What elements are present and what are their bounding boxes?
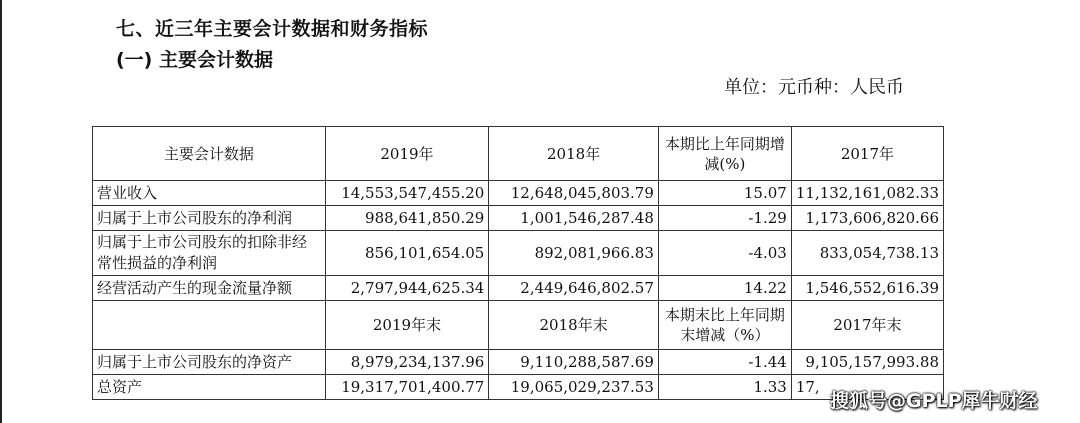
row-label: 归属于上市公司股东的扣除非经常性损益的净利润 — [93, 231, 326, 276]
header-cell: 本期比上年同期增减(%) — [658, 127, 791, 181]
header-cell — [93, 301, 326, 350]
header-cell: 2018年 — [489, 127, 659, 181]
accounting-data-table — [92, 126, 944, 400]
table-cell: 1.33 — [658, 375, 791, 400]
table-cell: 9,105,157,993.88 — [791, 350, 943, 375]
unit-note: 单位：元币种：人民币 — [724, 77, 904, 98]
table-cell: 856,101,654.05 — [325, 231, 489, 276]
table-row — [93, 276, 944, 301]
table-cell: 1,546,552,616.39 — [791, 276, 943, 301]
table-cell: 833,054,738.13 — [791, 231, 943, 276]
table-cell: 2,449,646,802.57 — [489, 276, 659, 301]
table-row — [93, 181, 944, 206]
table-cell: -1.44 — [658, 350, 791, 375]
table-cell: 19,317,701,400.77 — [325, 375, 489, 400]
header-cell: 2017年末 — [791, 301, 943, 350]
section-heading: 七、近三年主要会计数据和财务指标 — [116, 18, 429, 40]
header-cell: 主要会计数据 — [93, 127, 326, 181]
table-cell: 11,132,161,082.33 — [791, 181, 943, 206]
table-cell: 12,648,045,803.79 — [489, 181, 659, 206]
row-label: 归属于上市公司股东的净利润 — [93, 206, 326, 231]
table-row — [93, 350, 944, 375]
header-cell: 2017年 — [791, 127, 943, 181]
table-row — [93, 375, 944, 400]
table-row — [93, 231, 944, 276]
header-cell: 2018年末 — [489, 301, 659, 350]
row-label: 营业收入 — [93, 181, 326, 206]
table-cell: -1.29 — [658, 206, 791, 231]
table-cell: 19,065,029,237.53 — [489, 375, 659, 400]
table-cell: 14,553,547,455.20 — [325, 181, 489, 206]
table-cell: 15.07 — [658, 181, 791, 206]
row-label: 归属于上市公司股东的净资产 — [93, 350, 326, 375]
table-cell: -4.03 — [658, 231, 791, 276]
table-cell: 1,001,546,287.48 — [489, 206, 659, 231]
header-cell: 2019年 — [325, 127, 489, 181]
table-cell: 9,110,288,587.69 — [489, 350, 659, 375]
table-cell: 988,641,850.29 — [325, 206, 489, 231]
watermark: 搜狐号@GPLP犀牛财经 — [830, 390, 1038, 412]
page-edge-rule — [0, 0, 2, 423]
table-row — [93, 206, 944, 231]
table-cell: 14.22 — [658, 276, 791, 301]
header-cell: 2019年末 — [325, 301, 489, 350]
row-label: 总资产 — [93, 375, 326, 400]
table-cell: 17, — [791, 375, 943, 400]
table-header-row — [93, 127, 944, 181]
subsection-heading: (一) 主要会计数据 — [116, 49, 273, 71]
table-header-row — [93, 301, 944, 350]
table-cell: 892,081,966.83 — [489, 231, 659, 276]
table-cell: 8,979,234,137.96 — [325, 350, 489, 375]
header-cell: 本期末比上年同期末增减（%） — [658, 301, 791, 350]
table-cell: 2,797,944,625.34 — [325, 276, 489, 301]
table-cell: 1,173,606,820.66 — [791, 206, 943, 231]
row-label: 经营活动产生的现金流量净额 — [93, 276, 326, 301]
